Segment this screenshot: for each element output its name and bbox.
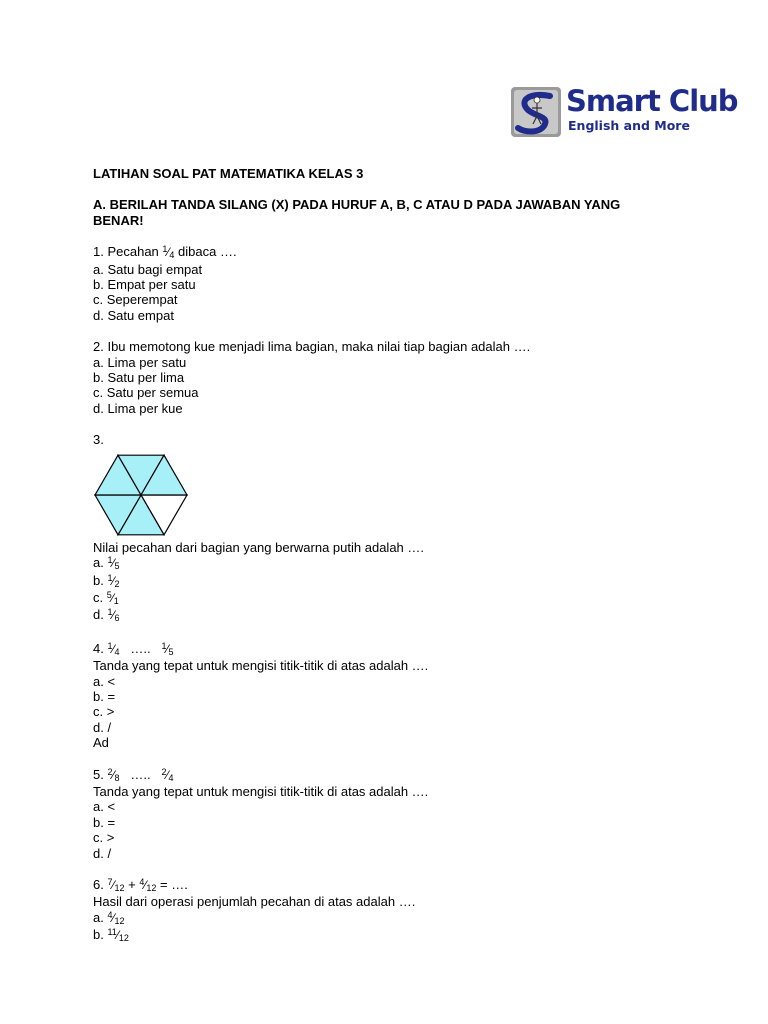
logo-title: Smart Club [566,84,738,118]
question-6-expression: 6. $^7⁄_{12}$ + $^4⁄_{12}$ = …. [93,877,188,893]
option[interactable]: a. Satu bagi empat [93,261,203,277]
option[interactable]: c. $^5⁄_1$ [93,589,119,606]
option[interactable]: b. $^1⁄_2$ [93,572,120,589]
option[interactable]: a. $^4⁄_{12}$ [93,909,125,926]
option[interactable]: c. Seperempat [93,292,178,308]
worksheet [93,166,673,945]
question-1 [93,244,673,323]
question-6-stem: Hasil dari operasi penjumlah pecahan di atas adalah …. [93,894,416,910]
hexagon-figure [93,454,673,536]
question-3 [93,432,673,624]
question-1-stem: 1. Pecahan $^1⁄_4$ dibaca …. [93,244,237,261]
stray-text: Ad [93,735,109,751]
smart-club-logo-mark-icon [510,86,562,138]
option[interactable]: b. Empat per satu [93,277,196,293]
question-5-comparison: 5. $^2⁄_8$ ….. $^2⁄_4$ [93,766,174,783]
question-3-stem: Nilai pecahan dari bagian yang berwarna putih adalah …. [93,539,424,555]
question-5-stem: Tanda yang tepat untuk mengisi titik-titik di atas adalah …. [93,783,429,799]
option[interactable]: d. / [93,845,112,861]
question-4 [93,641,673,751]
option[interactable]: c. Satu per semua [93,385,199,401]
question-2 [93,339,673,416]
option[interactable]: d. Satu empat [93,307,174,323]
hexagon-fraction-diagram [93,454,189,536]
question-3-number: 3. [93,432,104,448]
page-title: LATIHAN SOAL PAT MATEMATIKA KELAS 3 [93,166,364,181]
option[interactable]: b. = [93,814,116,830]
option[interactable]: b. $^{11}⁄_{12}$ [93,927,129,944]
option[interactable]: a. < [93,673,116,689]
question-4-comparison: 4. $^1⁄_4$ ….. $^1⁄_5$ [93,640,174,657]
section-a-title: A. BERILAH TANDA SILANG (X) PADA HURUF A, B, C ATAU D PADA JAWABAN YANG BENAR! [93,197,621,228]
option[interactable]: c. > [93,830,115,846]
option[interactable]: d. $^1⁄_6$ [93,607,120,624]
option[interactable]: a. Lima per satu [93,354,187,370]
fraction: $^1⁄_4$ [162,244,175,261]
question-5 [93,767,673,861]
option[interactable]: d. Lima per kue [93,400,183,416]
option[interactable]: b. Satu per lima [93,370,185,386]
question-4-stem: Tanda yang tepat untuk mengisi titik-titik di atas adalah …. [93,658,429,674]
option[interactable]: a. < [93,799,116,815]
question-2-stem: 2. Ibu memotong kue menjadi lima bagian, maka nilai tiap bagian adalah …. [93,339,531,355]
option[interactable]: c. > [93,704,115,720]
question-6 [93,877,673,945]
option[interactable]: b. = [93,688,116,704]
smart-club-logo [510,84,738,138]
logo-tagline: English and More [568,118,690,133]
option[interactable]: a. $^1⁄_5$ [93,555,120,572]
option[interactable]: d. / [93,719,112,735]
